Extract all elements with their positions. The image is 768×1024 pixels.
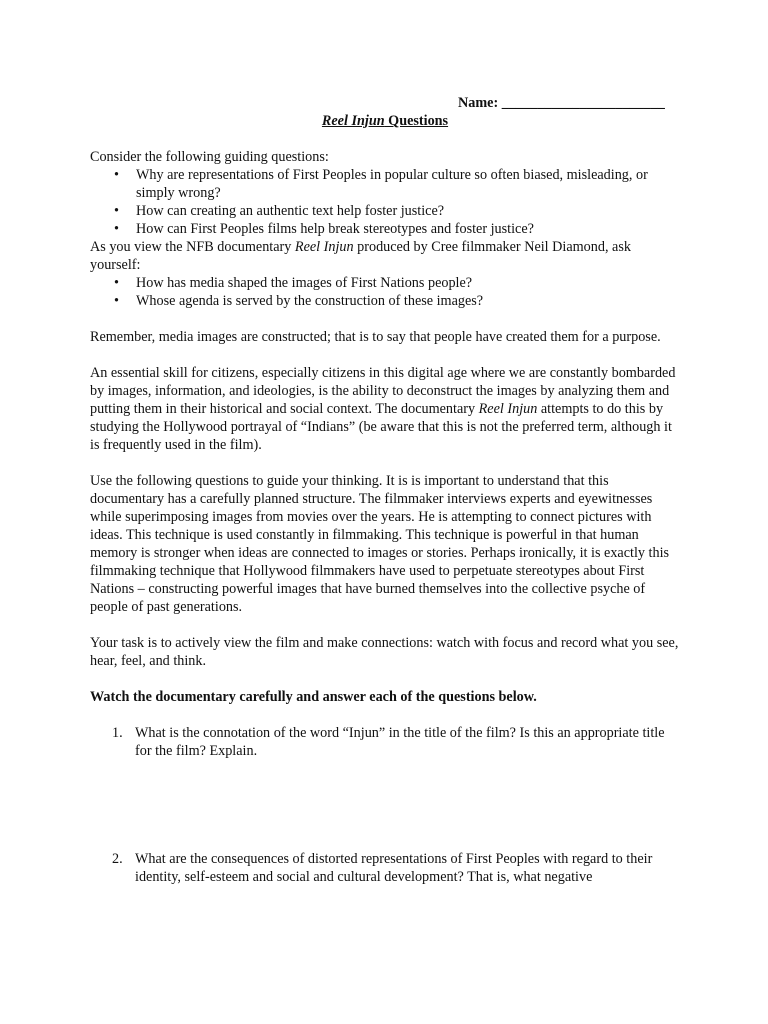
list-item-text: How can First Peoples films help break stereotypes and foster justice? bbox=[136, 221, 534, 237]
spacer bbox=[90, 616, 680, 634]
spacer bbox=[90, 346, 680, 364]
paragraph-skill-post: attempts to do this by studying the Hollywood portrayal of “Indians” (be aware that this is not the preferred term, although it is frequently used in the film). bbox=[90, 401, 672, 453]
name-field-label: Name: _______________________ bbox=[458, 95, 665, 111]
paragraph-use: Use the following questions to guide your thinking. It is is important to understand that this documentary has a carefully planned structure. The filmmaker interviews experts and eyewitnesses while superimposing images from movies over the years. He is attempting to connect pictures with ideas. This technique is used constantly in filmmaking. This technique is powerful in that human memory is stronger when ideas are connected to images or stories. Perhaps ironically, it is exactly this filmmaking technique that Hollywood filmmakers have used to perpetuate stereotypes about First Nations – constructing powerful images that have burned themselves into the collective psyche of people of past generations. bbox=[90, 473, 670, 615]
bullet-icon: • bbox=[114, 167, 119, 183]
page-title bbox=[0, 112, 768, 130]
list-item bbox=[90, 202, 680, 220]
ask-yourself-list bbox=[90, 274, 680, 310]
bullet-icon: • bbox=[114, 275, 119, 291]
view-prompt bbox=[90, 238, 680, 274]
spacer bbox=[90, 454, 680, 472]
bullet-icon: • bbox=[114, 293, 119, 309]
question-text: What is the connotation of the word “Injun” in the title of the film? Is this an appropriate title for the film? Explain. bbox=[135, 725, 665, 759]
spacer bbox=[90, 310, 680, 328]
paragraph-skill-pre: An essential skill for citizens, especially citizens in this digital age where we are constantly bombarded by images, information, and ideologies, is the ability to deconstruct the images by analyzing them and putting them in their historical and social context. The documentary bbox=[90, 365, 676, 417]
title-film-name: Reel Injun bbox=[321, 113, 385, 129]
question-list bbox=[90, 724, 680, 886]
list-item-text: How can creating an authentic text help foster justice? bbox=[136, 203, 445, 219]
question-item bbox=[90, 724, 680, 760]
bullet-icon: • bbox=[114, 221, 119, 237]
paragraph-remember: Remember, media images are constructed; that is to say that people have created them for a purpose. bbox=[90, 329, 661, 345]
question-number: 2. bbox=[112, 851, 123, 867]
title-rest: Questions bbox=[384, 113, 449, 129]
list-item bbox=[90, 166, 680, 202]
list-item bbox=[90, 292, 680, 310]
list-item bbox=[90, 274, 680, 292]
list-item-text: Why are representations of First Peoples in popular culture so often biased, misleading, or simply wrong? bbox=[136, 167, 648, 201]
paragraph-skill-film: Reel Injun bbox=[478, 401, 538, 417]
question-text: What are the consequences of distorted representations of First Peoples with regard to their identity, self-esteem and social and cultural development? That is, what negative bbox=[135, 851, 653, 885]
view-prompt-film: Reel Injun bbox=[294, 239, 354, 255]
paragraph-skill bbox=[90, 364, 680, 454]
spacer bbox=[90, 670, 680, 688]
list-item-text: Whose agenda is served by the construction of these images? bbox=[136, 293, 484, 309]
view-prompt-post: produced by Cree filmmaker Neil Diamond, ask yourself: bbox=[90, 239, 631, 273]
list-item bbox=[90, 220, 680, 238]
guiding-questions-list bbox=[90, 166, 680, 238]
spacer bbox=[90, 706, 680, 724]
body-text bbox=[90, 148, 680, 886]
question-number: 1. bbox=[112, 725, 123, 741]
question-item bbox=[90, 850, 680, 886]
bullet-icon: • bbox=[114, 203, 119, 219]
instruction-heading: Watch the documentary carefully and answer each of the questions below. bbox=[90, 689, 537, 705]
list-item-text: How has media shaped the images of First Nations people? bbox=[136, 275, 473, 291]
answer-space bbox=[90, 760, 680, 850]
paragraph-task: Your task is to actively view the film and make connections: watch with focus and record what you see, hear, feel, and think. bbox=[90, 635, 679, 669]
guiding-lead: Consider the following guiding questions: bbox=[90, 149, 329, 165]
view-prompt-pre: As you view the NFB documentary bbox=[90, 239, 295, 255]
